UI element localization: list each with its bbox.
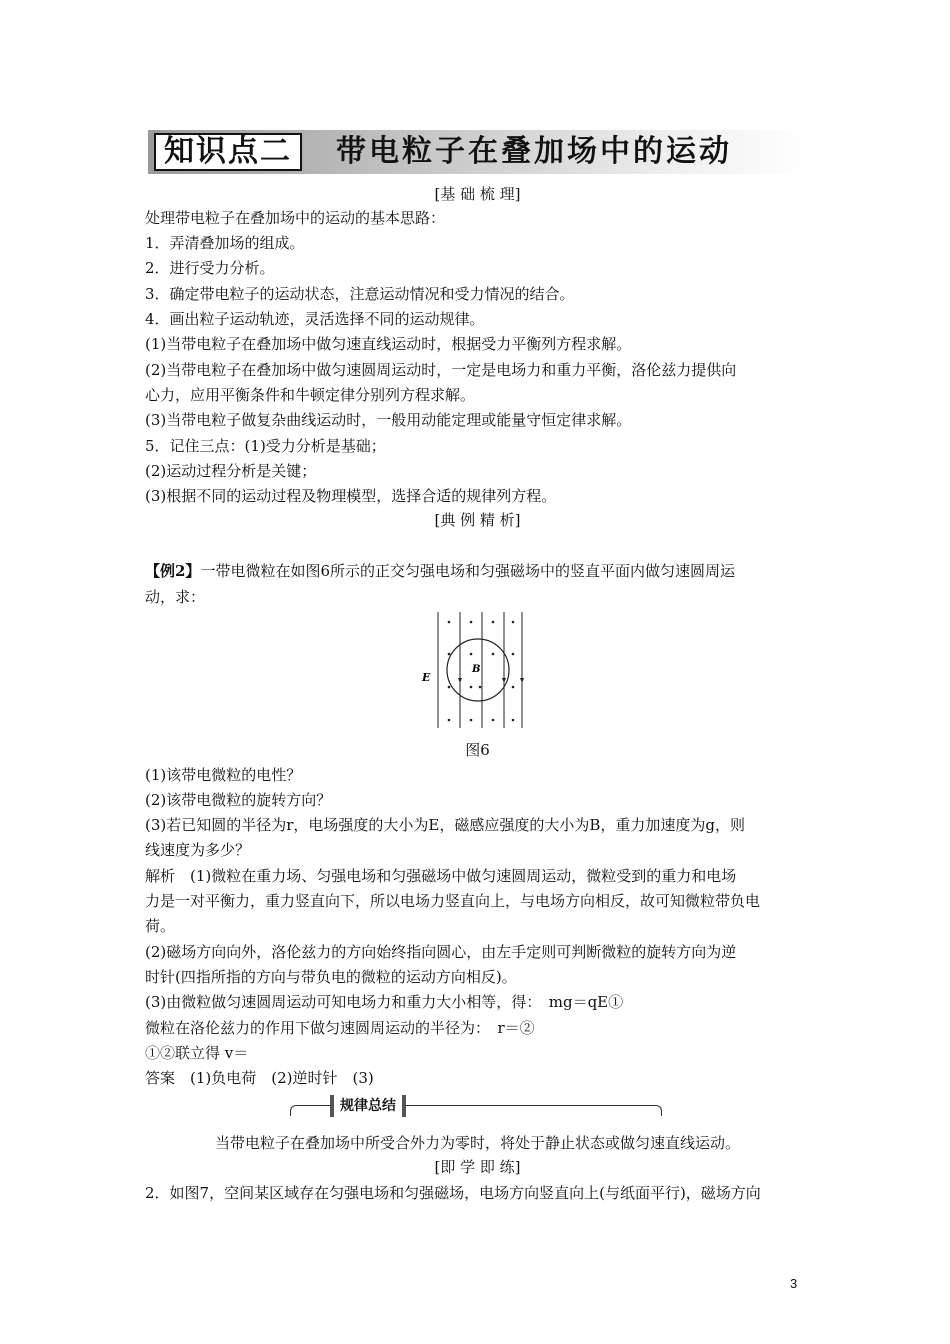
- section-label: 知识点二: [154, 133, 302, 171]
- analysis-line: 时针(四指所指的方向与带负电的微粒的运动方向相反)。: [145, 968, 517, 986]
- basics-line: 2．进行受力分析。: [145, 259, 275, 277]
- example-line: [145, 561, 810, 581]
- section-banner: [148, 130, 808, 174]
- page-number: 3: [790, 1276, 798, 1291]
- example-line: 动，求：: [145, 588, 206, 606]
- basics-line: 处理带电粒子在叠加场中的运动的基本思路：: [145, 209, 446, 227]
- basics-line: 4．画出粒子运动轨迹，灵活选择不同的运动规律。: [145, 310, 485, 328]
- analysis-line: 解析 (1)微粒在重力场、匀强电场和匀强磁场中做匀速圆周运动，微粒受到的重力和电场: [145, 867, 737, 885]
- basics-heading: [基 础 梳 理]: [434, 185, 521, 203]
- question-line: (3)若已知圆的半径为r，电场强度的大小为E，磁感应强度的大小为B，重力加速度为g，则: [145, 816, 745, 834]
- analysis-line: (3)由微粒做匀速圆周运动可知电场力和重力大小相等，得： mg＝qE①: [145, 993, 624, 1011]
- basics-line: (2)当带电粒子在叠加场中做匀速圆周运动时，一定是电场力和重力平衡，洛伦兹力提供向: [145, 361, 737, 379]
- examples-heading: [典 例 精 析]: [434, 511, 521, 529]
- analysis-line: 力是一对平衡力，重力竖直向下，所以电场力竖直向上，与电场方向相反，故可知微粒带负电: [145, 892, 761, 910]
- rule-summary-text: 当带电粒子在叠加场中所受合外力为零时，将处于静止状态或做匀速直线运动。: [214, 1134, 740, 1152]
- answer-line: 答案 (1)负电荷 (2)逆时针 (3): [145, 1069, 374, 1087]
- basics-line: 心力，应用平衡条件和牛顿定律分别列方程求解。: [145, 386, 476, 404]
- basics-line: 1．弄清叠加场的组成。: [145, 234, 305, 252]
- basics-line: (3)根据不同的运动过程及物理模型，选择合适的规律列方程。: [145, 487, 557, 505]
- question-line: 线速度为多少？: [145, 841, 251, 859]
- example-text: 一带电微粒在如图6所示的正交匀强电场和匀强磁场中的竖直平面内做匀速圆周运: [200, 562, 735, 580]
- basics-line: (3)当带电粒子做复杂曲线运动时，一般用动能定理或能量守恒定律求解。: [145, 411, 632, 429]
- basics-line: (1)当带电粒子在叠加场中做匀速直线运动时，根据受力平衡列方程求解。: [145, 335, 632, 353]
- question-line: (2)该带电微粒的旋转方向？: [145, 791, 332, 809]
- rule-summary-label: 规律总结: [330, 1095, 406, 1117]
- analysis-line: (2)磁场方向向外，洛伦兹力的方向始终指向圆心，由左手定则可判断微粒的旋转方向为逆: [145, 943, 737, 961]
- rule-summary-box: [290, 1095, 662, 1121]
- analysis-line: ①②联立得 v＝: [145, 1044, 249, 1062]
- example-tag: 【例2】: [145, 562, 201, 580]
- label-B: B: [472, 664, 481, 675]
- question-line: (1)该带电微粒的电性？: [145, 766, 302, 784]
- figure-caption: 图6: [465, 741, 490, 759]
- practice-line: 2．如图7，空间某区域存在匀强电场和匀强磁场，电场方向竖直向上(与纸面平行)，磁场方向: [145, 1184, 761, 1202]
- basics-line: 3．确定带电粒子的运动状态，注意运动情况和受力情况的结合。: [145, 285, 575, 303]
- basics-line: (2)运动过程分析是关键；: [145, 462, 317, 480]
- section-title: 带电粒子在叠加场中的运动: [336, 134, 732, 169]
- field-figure: [420, 612, 530, 732]
- analysis-line: 荷。: [145, 917, 176, 935]
- field-diagram: [420, 612, 530, 732]
- analysis-line: 微粒在洛伦兹力的作用下做匀速圆周运动的半径为： r＝②: [145, 1019, 535, 1037]
- label-E: E: [422, 671, 431, 684]
- practice-heading: [即 学 即 练]: [434, 1158, 521, 1176]
- basics-line: 5．记住三点：(1)受力分析是基础；: [145, 437, 386, 455]
